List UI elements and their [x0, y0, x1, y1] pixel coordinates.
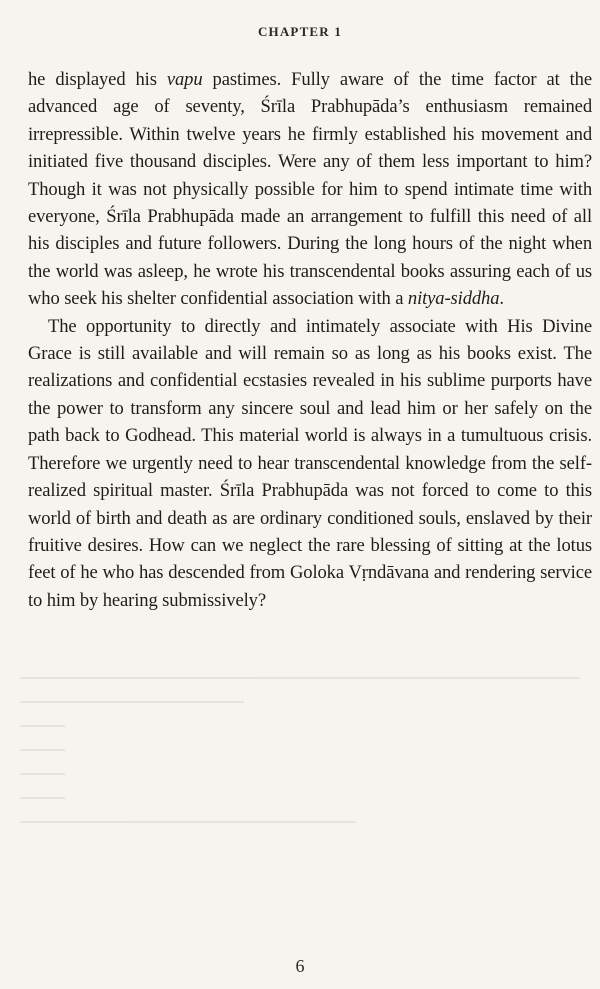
- show-through-line: [20, 749, 65, 751]
- show-through-line: [20, 797, 65, 799]
- paragraph-1: [28, 66, 592, 313]
- running-head: CHAPTER 1: [257, 24, 343, 39]
- show-through-shadow: [20, 655, 580, 935]
- body-text: [28, 66, 592, 614]
- paragraph-1-text-c: .: [499, 288, 504, 310]
- page-number: 6: [295, 956, 305, 976]
- paragraph-1-text-a: he displayed his: [28, 69, 167, 90]
- show-through-line: [20, 677, 580, 679]
- show-through-line: [20, 773, 65, 775]
- term-nitya-siddha: nitya-siddha: [407, 288, 500, 310]
- show-through-line: [20, 821, 356, 823]
- paragraph-1-text-b: pastimes. Fully aware of the time factor at the advanced age of seventy, Śrīla Prabhupāda’s enthusiasm remained irrepressible. Within twelve years he firmly established his movement and initiated five thousand disciples. Were any of them less important to him? Though it was not physically possible for him to spend intimate time with everyone, Śrīla Prabhupāda made an arrangement to fulfill this need of all his disciples and future followers. During the long hours of the night when the world was asleep, he wrote his transcendental books assuring each of us who seek his shelter confidential association with a: [28, 69, 592, 310]
- paragraph-2: The opportunity to directly and intimately associate with His Divine Grace is still available and will remain so as long as his books exist. The realizations and confidential ecstasies revealed in his sublime purports have the power to transform any sincere soul and lead him or her safely on the path back to Godhead. This material world is always in a tumultuous crisis. Therefore we urgently need to hear transcendental knowledge from the self-realized spiritual master. Śrīla Prabhupāda was not forced to come to this world of birth and death as are ordinary conditioned souls, enslaved by their fruitive desires. How can we neglect the rare blessing of sitting at the lotus feet of he who has descended from Goloka Vṛndāvana and rendering service to him by hearing submissively?: [28, 315, 592, 611]
- show-through-line: [20, 725, 65, 727]
- show-through-line: [20, 701, 244, 703]
- term-vapu: vapu: [166, 69, 203, 90]
